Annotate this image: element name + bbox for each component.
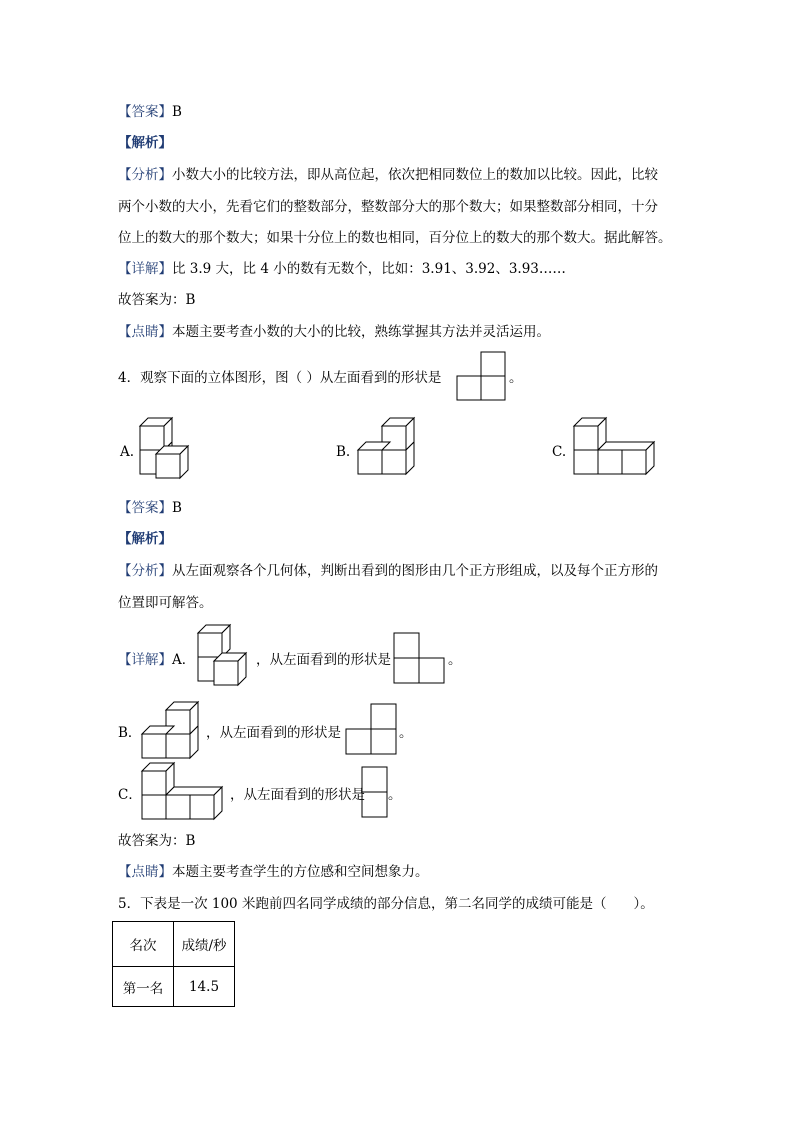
detail2-b-end: 。 [399, 725, 413, 741]
detail2-c-letter: C． [118, 787, 142, 803]
table-header-rank: 名次 [113, 922, 174, 967]
analysis-heading: 【解析】 [118, 135, 172, 151]
detail-a-view [393, 632, 447, 686]
option-b-solid [356, 418, 436, 488]
detail2-a-end: 。 [448, 652, 462, 668]
option-c-label: C. [552, 444, 567, 460]
analysis2-line-1 [118, 562, 658, 580]
detail2-c-text: ，从左面看到的形状是 [230, 787, 365, 803]
analysis-line-2: 两个小数的大小，先看它们的整数部分，整数部分大的那个数大；如果整数部分相同，十分 [118, 199, 658, 215]
question-4-text: 4．观察下面的立体图形，图（ ）从左面看到的形状是 [118, 370, 442, 386]
analysis-text-1: 小数大小的比较方法，即从高位起，依次把相同数位上的数加以比较。因此，比较 [172, 167, 658, 183]
conclusion-line-2: 故答案为：B [118, 833, 196, 849]
question-4-end: 。 [509, 370, 523, 386]
detail-label-2: 【详解】 [118, 652, 172, 668]
remark-line [118, 323, 550, 341]
option-b-label: B. [336, 444, 351, 460]
target-view-shape [456, 351, 508, 403]
detail2-b-letter: B． [118, 725, 142, 741]
detail-b-view [345, 703, 399, 757]
analysis-heading-2: 【解析】 [118, 531, 172, 547]
detail2-a-text: ，从左面看到的形状是 [256, 652, 391, 668]
remark-text: 本题主要考查小数的大小的比较，熟练掌握其方法并灵活运用。 [172, 324, 550, 340]
detail-b-solid [140, 702, 206, 760]
analysis-label: 【分析】 [118, 167, 172, 183]
analysis-label-2: 【分析】 [118, 563, 172, 579]
analysis2-text-1: 从左面观察各个几何体，判断出看到的图形由几个正方形组成，以及每个正方形的 [172, 563, 658, 579]
detail-c-view [361, 766, 391, 820]
analysis-line-3: 位上的数大的那个数大；如果十分位上的数也相同，百分位上的数大的那个数大。据此解答。 [118, 230, 672, 246]
detail-line [118, 260, 566, 278]
answer-line-2 [118, 499, 182, 517]
remark-label-2: 【点睛】 [118, 864, 172, 880]
table-cell-rank: 第一名 [113, 967, 174, 1007]
detail-a-solid [196, 625, 256, 691]
table-row [113, 967, 235, 1007]
score-table [112, 921, 235, 1007]
analysis-line-1 [118, 166, 658, 184]
remark-line-2 [118, 863, 429, 881]
table-header-score: 成绩/秒 [174, 922, 235, 967]
analysis2-line-2: 位置即可解答。 [118, 595, 213, 611]
detail2-a-prefix [118, 651, 195, 669]
table-cell-score: 14.5 [174, 967, 235, 1007]
detail2-b-text: ，从左面看到的形状是 [206, 725, 341, 741]
table-header-row [113, 922, 235, 967]
detail2-c-end: 。 [388, 787, 402, 803]
answer-value: B [172, 104, 182, 120]
question-5-text: 5．下表是一次 100 米跑前四名同学成绩的部分信息，第二名同学的成绩可能是（ ）。 [118, 896, 654, 912]
option-c-solid [572, 418, 662, 488]
answer-line [118, 103, 182, 121]
remark-label: 【点睛】 [118, 324, 172, 340]
detail2-a-letter: A． [172, 652, 196, 668]
detail-label: 【详解】 [118, 261, 172, 277]
option-a-label: A. [120, 444, 135, 460]
remark-text-2: 本题主要考查学生的方位感和空间想象力。 [172, 864, 429, 880]
detail-text: 比 3.9 大，比 4 小的数有无数个，比如：3.91、3.92、3.93…… [172, 261, 566, 277]
detail-c-solid [140, 763, 230, 823]
conclusion-line: 故答案为：B [118, 292, 196, 308]
option-a-solid [138, 418, 198, 488]
answer-value-2: B [172, 500, 182, 516]
answer-label: 【答案】 [118, 104, 172, 120]
answer-label-2: 【答案】 [118, 500, 172, 516]
